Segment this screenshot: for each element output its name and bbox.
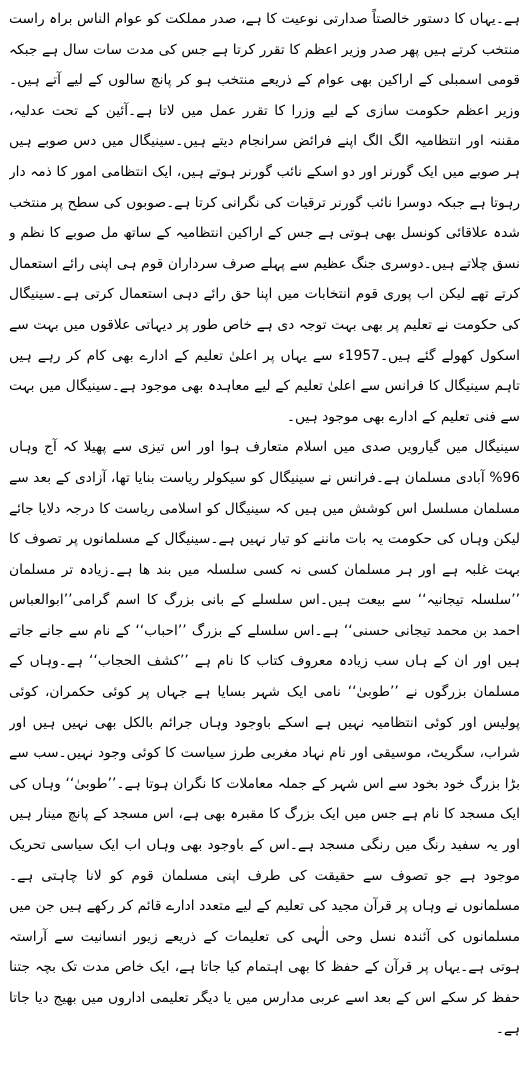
article-paragraph-constitution: ہے۔یہاں کا دستور خالصتاً صدارتی نوعیت کا ہے، صدر مملکت کو عوام الناس براہ راست منتخب کرتے ہیں پھر صدر وزیر اعظم کا تقرر کرتا ہے جس کی مدت سات سال ہے جبکہ قومی اسمبلی کے اراکین بھی عوام کے ذریعے منتخب ہو کر پانچ سالوں کے لیے آتے ہیں۔وزیر اعظم حکومت سازی کے لیے وزرا کا تقرر عمل میں لاتا ہے۔آئین کے تحت عدلیہ، مقننہ اور انتظامیہ الگ الگ اپنے فرائض سرانجام دیتے ہیں۔سینیگال میں دس صوبے ہیں ہر صوبے میں ایک گورنر اور دو اسکے نائب گورنر ہوتے ہیں، ایک انتظامی امور کا ذمہ دار رہوتا ہے جبکہ دوسرا نائب گورنر ترقیات کی نگرانی کرتا ہے۔صوبوں کی سطح پر منتخب شدہ علاقائی کونسل بھی ہوتی ہے جس کے اراکین انتظامیہ کے ساتھ مل صوبے کا نظم و نسق چلاتے ہیں۔دوسری جنگ عظیم سے پہلے صرف سرداران قوم ہی اپنی رائے استعمال کرتے تھے لیکن اب پوری قوم انتخابات میں اپنا حق رائے دہی استعمال کرتی ہے۔سینیگال کی حکومت نے تعلیم پر بھی بہت توجہ دی ہے خاص طور پر دیہاتی علاقوں میں بہت سے اسکول کھولے گئے ہیں۔1957ء سے یہاں پر اعلیٰ تعلیم کے ادارے بھی کام کر رہے ہیں تاہم سینیگال کا فرانس سے اعلیٰ تعلیم کے لیے معاہدہ بھی موجود ہے۔سینیگال میں بہت سے فنی تعلیم کے ادارے بھی موجود ہیں۔	[9, 11, 520, 425]
article-paragraph-islam: سینیگال میں گیارویں صدی میں اسلام متعارف ہوا اور اس تیزی سے پھیلا کہ آج وہاں 96% آبادی مسلمان ہے۔فرانس نے سینیگال کو سیکولر ریاست بنایا تھا، آزادی کے بعد سے مسلمان مسلسل اس کوشش میں ہیں کہ سینیگال کو اسلامی ریاست کا درجہ دلایا جائے لیکن وہاں کی حکومت یہ بات ماننے کو تیار نہیں ہے۔سینیگال کے مسلمانوں پر تصوف کا بہت غلبہ ہے اور ہر مسلمان کسی نہ کسی سلسلہ میں بند ھا ہے۔زیادہ تر مسلمان ’’سلسلہ تیجانیہ‘‘ سے بیعت ہیں۔اس سلسلے کے بانی بزرگ کا اسم گرامی’’ابوالعباس احمد بن محمد تیجانی حسنی‘‘ ہے۔اس سلسلے کے بزرگ ’’احباب‘‘ کے نام سے جانے جاتے ہیں اور ان کے ہاں سب زیادہ معروف کتاب کا نام ہے ’’کشف الحجاب‘‘ ہے۔وہاں کے مسلمان بزرگوں نے ’’طوبیٰ‘‘ نامی ایک شہر بسایا ہے جہاں پر کوئی حکمران، کوئی پولیس اور کوئی انتظامیہ نہیں ہے اسکے باوجود وہاں جرائم بالکل بھی نہیں ہیں اور شراب، سگریٹ، موسیقی اور نام نہاد مغربی طرز سیاست کا کوئی وجود نہیں۔سب سے بڑا بزرگ خود بخود سے اس شہر کے جملہ معاملات کا نگران ہوتا ہے۔’’طوبیٰ‘‘ وہاں کی ایک مسجد کا نام ہے جس میں ایک بزرگ کا مقبرہ بھی ہے، اس مسجد کے پانچ مینار ہیں اور یہ سفید رنگ میں رنگی مسجد ہے۔اس کے باوجود بھی وہاں اب ایک سیاسی تحریک موجود ہے جو تصوف سے حقیقت کی طرف اپنی مسلمان قوم کو لانا چاہتی ہے۔مسلمانوں نے وہاں پر قرآن مجید کی تعلیم کے لیے متعدد ادارے قائم کر رکھے ہیں جن میں مسلمانوں کی آئندہ نسل وحی الٰہی کی تعلیمات کے ذریعے زیور انسانیت سے آراستہ ہوتی ہے۔یہاں پر قرآن کے حفظ کا بھی اہتمام کیا جاتا ہے، ایک خاص مدت تک بچہ جتنا حفظ کر سکے اس کے بعد اسے عربی مدارس میں یا دیگر تعلیمی اداروں میں بھیج دیا جاتا ہے۔	[9, 439, 520, 1037]
article-page	[9, 4, 520, 1079]
